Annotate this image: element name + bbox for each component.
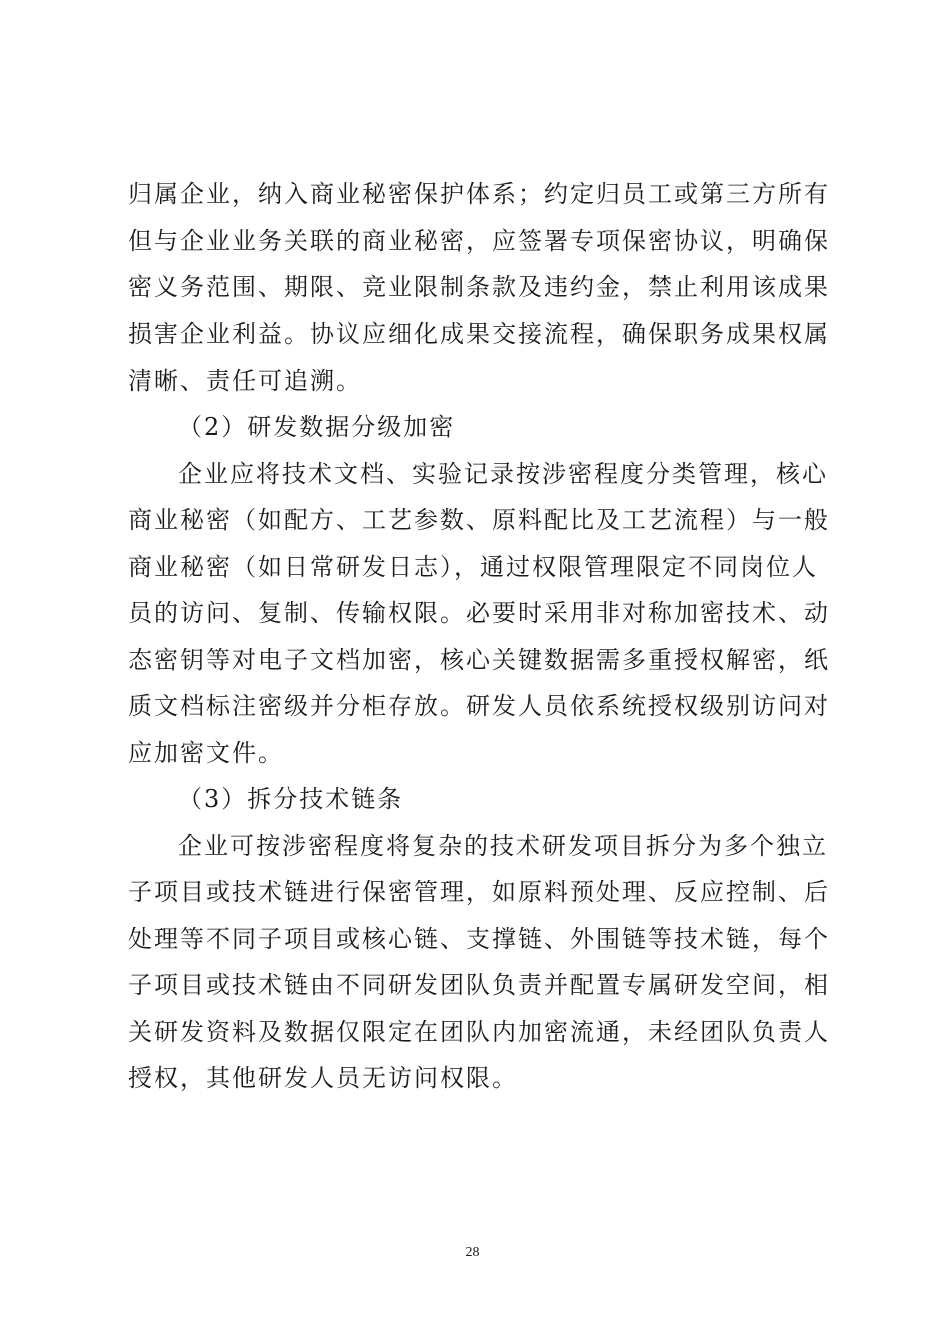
section-heading: （2）研发数据分级加密 <box>178 413 456 441</box>
paragraph-line: 质文档标注密级并分柜存放。研发人员依系统授权级别访问对 <box>128 692 830 720</box>
paragraph-line: 损害企业利益。协议应细化成果交接流程，确保职务成果权属 <box>128 320 830 348</box>
paragraph-line: 关研发资料及数据仅限定在团队内加密流通，未经团队负责人 <box>128 1018 830 1046</box>
paragraph-line: 归属企业，纳入商业秘密保护体系；约定归员工或第三方所有 <box>128 180 830 208</box>
paragraph-line: 应加密文件。 <box>128 739 284 767</box>
paragraph-line: 商业秘密（如日常研发日志），通过权限管理限定不同岗位人 <box>128 553 818 581</box>
paragraph-line: 密义务范围、期限、竞业限制条款及违约金，禁止利用该成果 <box>128 273 830 301</box>
paragraph-line: 子项目或技术链由不同研发团队负责并配置专属研发空间，相 <box>128 971 830 999</box>
paragraph-line: 态密钥等对电子文档加密，核心关键数据需多重授权解密，纸 <box>128 646 830 674</box>
paragraph-line: 处理等不同子项目或核心链、支撑链、外围链等技术链，每个 <box>128 925 830 953</box>
paragraph-line: 员的访问、复制、传输权限。必要时采用非对称加密技术、动 <box>128 599 830 627</box>
paragraph-line: 清晰、责任可追溯。 <box>128 367 362 395</box>
page-number: 28 <box>465 1245 480 1260</box>
paragraph-line: 子项目或技术链进行保密管理，如原料预处理、反应控制、后 <box>128 878 830 906</box>
paragraph-line: 授权，其他研发人员无访问权限。 <box>128 1064 518 1092</box>
paragraph-line: 企业应将技术文档、实验记录按涉密程度分类管理，核心 <box>178 460 828 488</box>
paragraph-line: 但与企业业务关联的商业秘密，应签署专项保密协议，明确保 <box>128 227 830 255</box>
section-heading: （3）拆分技术链条 <box>178 785 404 813</box>
paragraph-line: 企业可按涉密程度将复杂的技术研发项目拆分为多个独立 <box>178 832 828 860</box>
paragraph-line: 商业秘密（如配方、工艺参数、原料配比及工艺流程）与一般 <box>128 506 830 534</box>
